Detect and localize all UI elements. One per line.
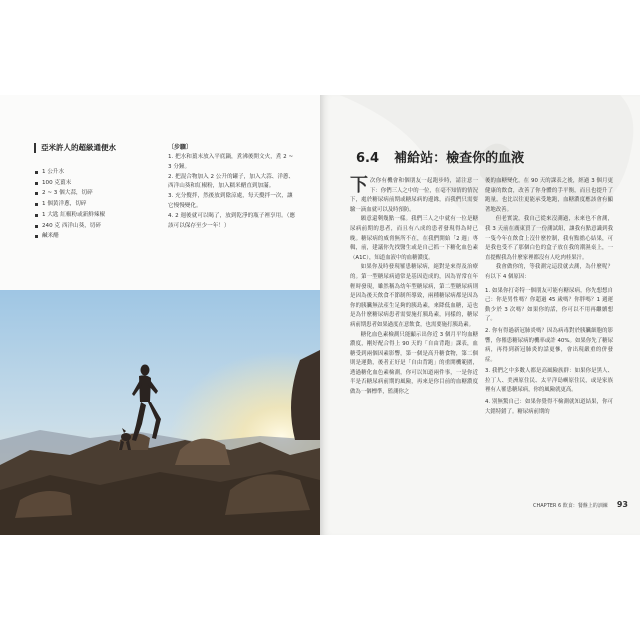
bullet-icon [35,214,38,217]
bullet-icon [35,171,38,174]
step-item: 1. 把水和薑末放入平底鍋，煮沸後開文火，煮 2 ~ 3 分鐘。 [168,154,294,170]
left-page [0,95,320,535]
steps-title: 〔步驟〕 [168,144,193,151]
paragraph: 願意還剩幾點一樣。我們三人之中就有一位是糖尿病前期的患者，而且有八成的患者發現得為時已晚。糖尿病的威脅無所不在，在我們開始「2 週」專輯，前，建議你先找醫生或是自己抓一下糖化血色素（A1C），知道血液中的血糖濃度。 [350,216,478,261]
page-footer [533,492,628,511]
list-item: 1 公升水 [34,167,164,178]
list-item: 100 克薑末 [34,178,164,189]
recipe-ingredients [34,143,164,242]
step-item: 4. 2 週後就可以喝了，放到乾淨的瓶子裡享用。（應該可以保存至少一年！） [168,212,296,229]
list-item: 1 大匙 紅椒粉或新鮮辣椒 [34,210,164,221]
paragraph: 後的血糖變化，在 90 天的課表之後，經過 3 個月更健康的飲食，改善了你身體的手平衡，而且也提升了跑量，也比以往更能承受地跑，血糖濃度應該會有顯著地改善。 [485,178,613,213]
paragraph: 糖化血色素檢測只能顯示出你近 3 個月平均血糖濃度，剛好配合得上 90 天的「自由背跑」課表，血糖受到兩個因素影響，第一個是高升糖食物，第二個則是運動，後者正好是「自由背跑」的重開機範圍，透過糖化血色素檢測，你可以知道兩件事，一是你近半是否糖尿病前期的風險，再來是你目前的血糖濃度做為一個標準，監測你之 [350,331,478,396]
list-item: 1. 如果你打奇特一個朋友可能有糖尿病，你先想想自己：你是男性嗎？你超過 45 歲嗎？你胖嗎？1 週運動少於 3 次嗎？如果你的話，你可以不用再繼續想了。 [485,287,613,323]
step-item: 2. 把混合物加入 2 公升的罐子，加入大蒜、洋蔥、西洋山葵和紅椒粉，加入糯米醋直到加滿。 [168,173,295,190]
text-column-right [485,177,613,419]
recipe-steps [168,142,298,231]
section-title: 補給站：檢查你的血液 [394,151,525,166]
page-number: 93 [616,500,628,509]
paragraph: 但老實說，我自己從來沒測過，未來也不會測，我 3 天前在廣東買了一份測試組，讓我有點意識到我一隻今年在飲食上沒什麼控制，我有點擔心結果，可是我也受不了那個白色的盒子放在我的潮濕桌上，一直提醒我為什麼家裡都沒有人吃肉桂果汁。 [485,216,613,261]
right-page [320,95,640,535]
paragraph: 如果你及時發現罹患糖尿病，絕對是來得及治療的。第一型糖尿病通常是基因造成的，因為胃常在年輕時發現，雖然稱為幼年型糖尿病，第二型糖尿病則是因為後天飲食不節制所導致，兩種糖尿病都是因為你的胰臟無法產生足夠的胰島素，來降低血糖，這也是為什麼糖尿病患者需要施打胰島素，同樣的，糖尿病前期患者如果過度在意飲食，也需要施打胰島素。 [350,264,478,328]
steps-list [168,153,298,231]
text-column-left [350,177,478,398]
section-number: 6.4 [356,151,380,166]
section-heading [356,147,524,166]
chapter-label: CHAPTER 6 飲食：餐盤上的訓練 [533,503,608,509]
reasons-list [485,287,613,418]
list-item: 鹹米醋 [34,231,164,242]
drop-cap: 下 [350,175,368,196]
bullet-icon [35,203,38,206]
list-item: 2 ~ 3 個大蒜，切碎 [34,188,164,199]
list-item: 4. 別無驚自己：如果你覺得不檢測就知道結果，你可大錯特錯了。糖尿病前期的 [485,399,613,415]
trail-runner-photo [0,290,320,535]
bullet-icon [35,192,38,195]
paragraph: 下次你有機會和個朋友一起跑步時，請注意一下：你們三人之中的一位，在毫不知情的情況下，處於糖尿病前期或糖尿病的邊緣，而我們只需要驗一滴血就可以及時預防。 [350,175,478,213]
list-item: 240 克 西洋山葵，切碎 [34,221,164,232]
ingredient-list [34,167,164,242]
bullet-icon [35,225,38,228]
step-item: 3. 充分攪拌，然後放到陰涼處，每天攪拌一次，讓它慢慢變化。 [168,193,293,209]
book-spread [0,95,640,535]
recipe-title: 亞米許人的超級通便水 [34,143,164,153]
paragraph: 我會做你的，等我測完這段就去測，為什麼呢？有以下 4 個原因： [485,264,613,280]
list-item: 3. 我們之中多數人都是高風險族群：如果你是黑人、拉丁人、美洲原住民、太平洋島嶼原住民，或是家族裡有人罹患糖尿病，你的風險就更高。 [485,368,613,394]
bullet-icon [35,235,38,238]
list-item: 2. 你有得過新冠肺炎嗎？因為病毒對於胰臟細胞的影響，你罹患糖尿病的機率或許 40%。如果你先了糖尿病，再得到新冠肺炎的話更慘，會出現嚴重的併發症。 [485,327,613,363]
bullet-icon [35,182,38,185]
list-item: 1 個黃洋蔥，切碎 [34,199,164,210]
